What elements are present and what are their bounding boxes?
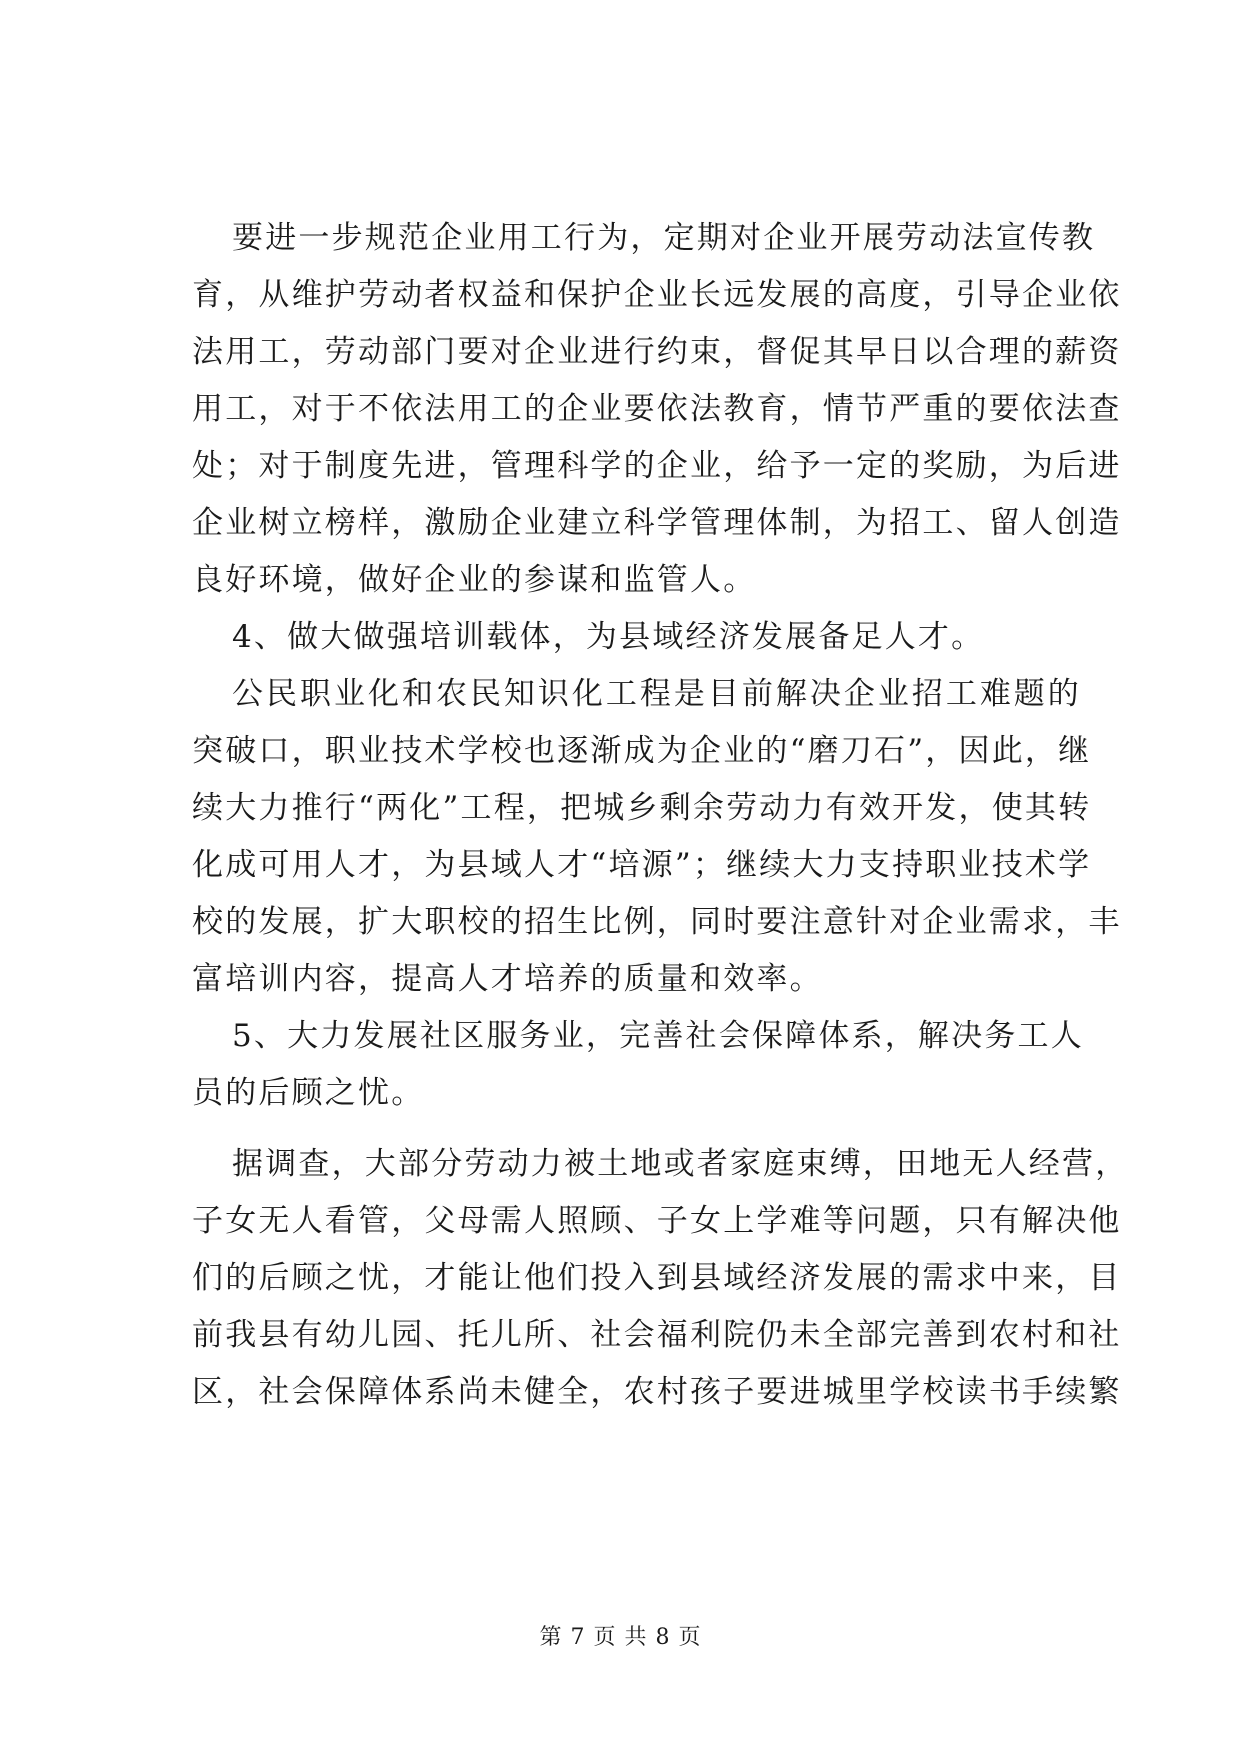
- paragraph-line: 续大力推行“两化”工程，把城乡剩余劳动力有效开发，使其转: [192, 790, 1092, 826]
- section-heading: 4、做大做强培训载体，为县域经济发展备足人才。: [232, 619, 985, 655]
- paragraph-line: 区，社会保障体系尚未健全，农村孩子要进城里学校读书手续繁: [192, 1374, 1122, 1410]
- paragraph-line: 用工，对于不依法用工的企业要依法教育，情节严重的要依法查: [192, 391, 1122, 427]
- section-heading-continued: 员的后顾之忧。: [192, 1075, 425, 1111]
- paragraph-line: 富培训内容，提高人才培养的质量和效率。: [192, 961, 823, 997]
- paragraph-line: 们的后顾之忧，才能让他们投入到县域经济发展的需求中来，目: [192, 1260, 1122, 1296]
- paragraph-line: 据调查，大部分劳动力被土地或者家庭束缚，田地无人经营，: [232, 1146, 1129, 1182]
- paragraph-line: 化成可用人才，为县域人才“培源”；继续大力支持职业技术学: [192, 847, 1092, 883]
- paragraph-line: 校的发展，扩大职校的招生比例，同时要注意针对企业需求，丰: [192, 904, 1122, 940]
- paragraph-line: 公民职业化和农民知识化工程是目前解决企业招工难题的: [232, 676, 1081, 712]
- page-number-footer: 第 7 页 共 8 页: [539, 1625, 702, 1650]
- paragraph-line: 突破口，职业技术学校也逐渐成为企业的“磨刀石”，因此，继: [192, 733, 1092, 769]
- paragraph-line: 法用工，劳动部门要对企业进行约束，督促其早日以合理的薪资: [192, 334, 1122, 370]
- paragraph-line: 处；对于制度先进，管理科学的企业，给予一定的奖励，为后进: [192, 448, 1122, 484]
- paragraph-line: 要进一步规范企业用工行为，定期对企业开展劳动法宣传教: [232, 220, 1096, 256]
- paragraph-line: 育，从维护劳动者权益和保护企业长远发展的高度，引导企业依: [192, 277, 1122, 313]
- paragraph-line: 前我县有幼儿园、托儿所、社会福利院仍未全部完善到农村和社: [192, 1317, 1122, 1353]
- paragraph-line: 子女无人看管，父母需人照顾、子女上学难等问题，只有解决他: [192, 1203, 1122, 1239]
- section-heading: 5、大力发展社区服务业，完善社会保障体系，解决务工人: [232, 1018, 1084, 1054]
- paragraph-line: 企业树立榜样，激励企业建立科学管理体制，为招工、留人创造: [192, 505, 1122, 541]
- paragraph-line: 良好环境，做好企业的参谋和监管人。: [192, 562, 757, 598]
